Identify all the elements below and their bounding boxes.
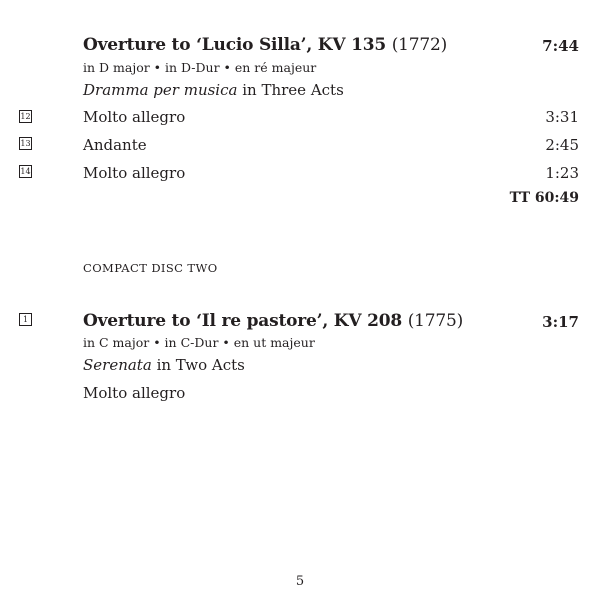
genre-italic: Serenata [83,356,152,374]
page-number: 5 [295,574,305,589]
genre-line [83,356,245,374]
track-title: Molto allegro [83,164,186,182]
genre-rest: in Three Acts [242,81,344,99]
work-year: (1772) [391,35,448,55]
work-duration: 7:44 [542,37,579,55]
work-duration: 3:17 [542,313,579,331]
track-duration: 2:45 [545,136,579,154]
track-duration: 1:23 [545,164,579,182]
track-number-box: 1 [19,313,32,326]
track-duration: 3:31 [545,108,579,126]
track-number-box: 12 [20,112,31,121]
genre-rest: in Two Acts [156,356,245,374]
track-number-box: 14 [20,167,31,176]
work-title-il-re-pastore [83,311,463,331]
work-title-lucio-silla [83,35,447,55]
genre-italic: Dramma per musica [83,81,238,99]
work-title-text: Overture to ‘Il re pastore’, KV 208 [83,311,402,331]
track-title: Molto allegro [83,384,186,402]
work-year: (1775) [407,311,464,331]
total-time: TT 60:49 [509,190,579,206]
disc-heading: COMPACT DISC TWO [83,261,218,275]
work-title-text: Overture to ‘Lucio Silla’, KV 135 [83,35,386,55]
key-line: in D major • in D-Dur • en ré majeur [83,60,317,75]
track-title: Andante [83,136,147,154]
key-line: in C major • in C-Dur • en ut majeur [83,335,315,350]
track-number-box: 13 [20,139,31,148]
track-title: Molto allegro [83,108,186,126]
genre-line [83,81,344,99]
